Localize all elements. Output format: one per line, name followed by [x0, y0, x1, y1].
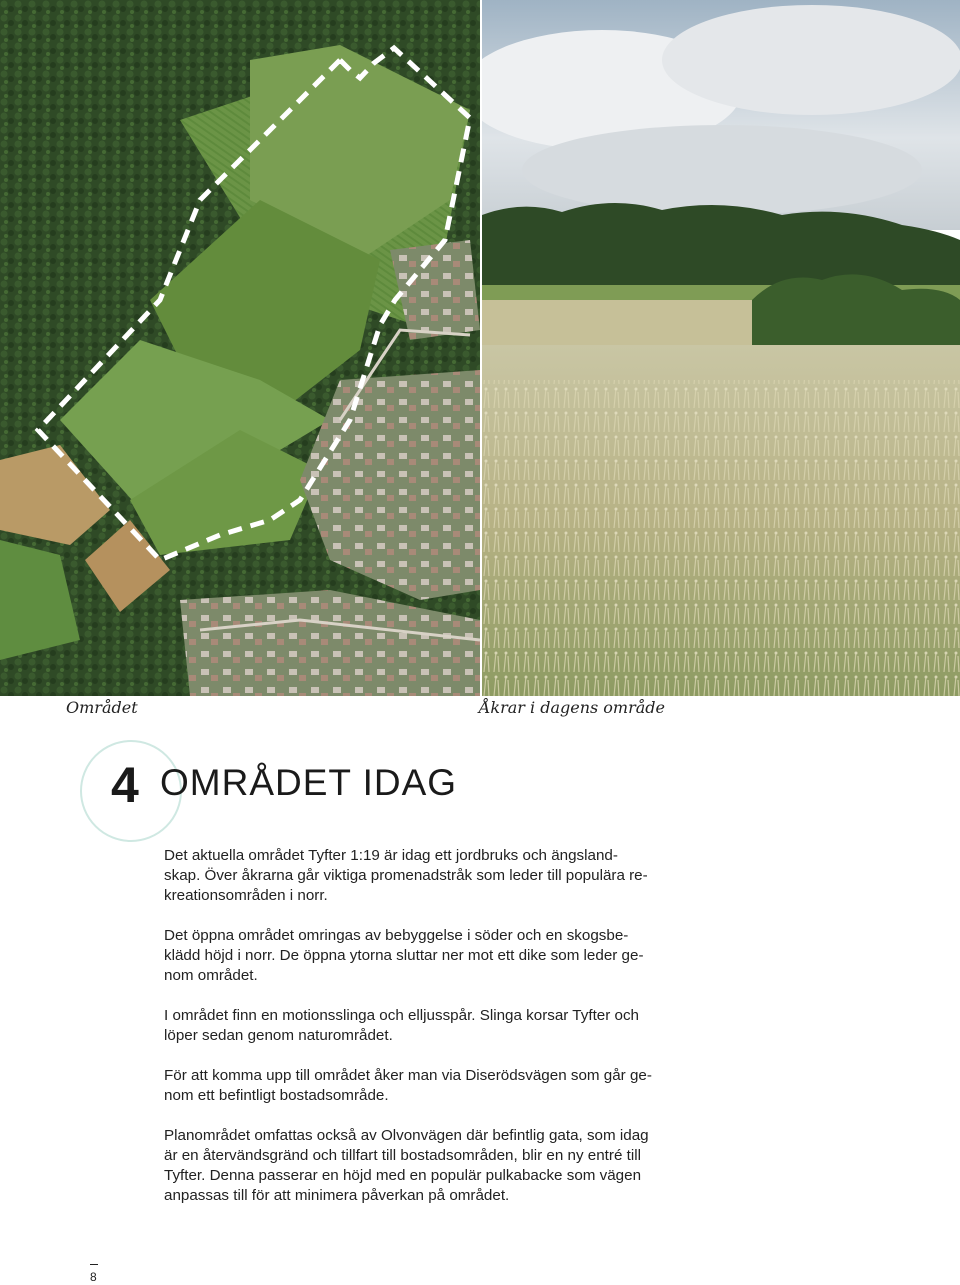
- body-text: [164, 846, 674, 1226]
- mid-field: [482, 300, 752, 345]
- text-line: klädd höjd i norr. De öppna ytorna sluttar ner mot ett dike som leder ge-: [164, 947, 644, 964]
- text-line: är en återvändsgränd och tillfart till bostadsområden, blir en ny entré till: [164, 1147, 641, 1164]
- text-line: Det öppna området omringas av bebyggelse i söder och en skogsbe-: [164, 927, 629, 944]
- text-line: För att komma upp till området åker man via Diserödsvägen som går ge-: [164, 1067, 652, 1084]
- cloud-3: [522, 125, 922, 215]
- paragraph-1: [164, 846, 674, 906]
- text-line: löper sedan genom naturområdet.: [164, 1027, 393, 1044]
- aerial-map-graphic: [0, 0, 480, 696]
- page-number-tick: [90, 1264, 98, 1265]
- text-line: Det aktuella området Tyfter 1:19 är idag ett jordbruks och ängsland-: [164, 847, 618, 864]
- aerial-photo: [0, 0, 480, 696]
- text-line: nom området.: [164, 967, 258, 984]
- paragraph-2: [164, 926, 674, 986]
- cloud-2: [662, 5, 960, 115]
- chapter-title: OMRÅDET IDAG: [160, 762, 458, 803]
- text-line: I området finn en motionsslinga och elljusspår. Slinga korsar Tyfter och: [164, 1007, 639, 1024]
- paragraph-3: [164, 1006, 674, 1046]
- text-line: Planområdet omfattas också av Olvonvägen där befintlig gata, som idag: [164, 1127, 649, 1144]
- field-landscape-graphic: [482, 0, 960, 696]
- text-line: anpassas till för att minimera påverkan på området.: [164, 1187, 510, 1204]
- text-line: nom ett befintligt bostadsområde.: [164, 1087, 389, 1104]
- paragraph-4: [164, 1066, 674, 1106]
- page-number: 8: [90, 1270, 97, 1284]
- text-line: skap. Över åkrarna går viktiga promenadstråk som leder till populära re-: [164, 867, 648, 884]
- caption-fields: Åkrar i dagens område: [478, 698, 665, 717]
- caption-aerial: Området: [66, 698, 138, 717]
- grass-stalks: [482, 380, 960, 696]
- field-photo: [482, 0, 960, 696]
- text-line: Tyfter. Denna passerar en höjd med en populär pulkabacke som vägen: [164, 1167, 642, 1184]
- text-line: kreationsområden i norr.: [164, 887, 328, 904]
- paragraph-5: [164, 1126, 674, 1206]
- chapter-number: 4: [111, 757, 138, 813]
